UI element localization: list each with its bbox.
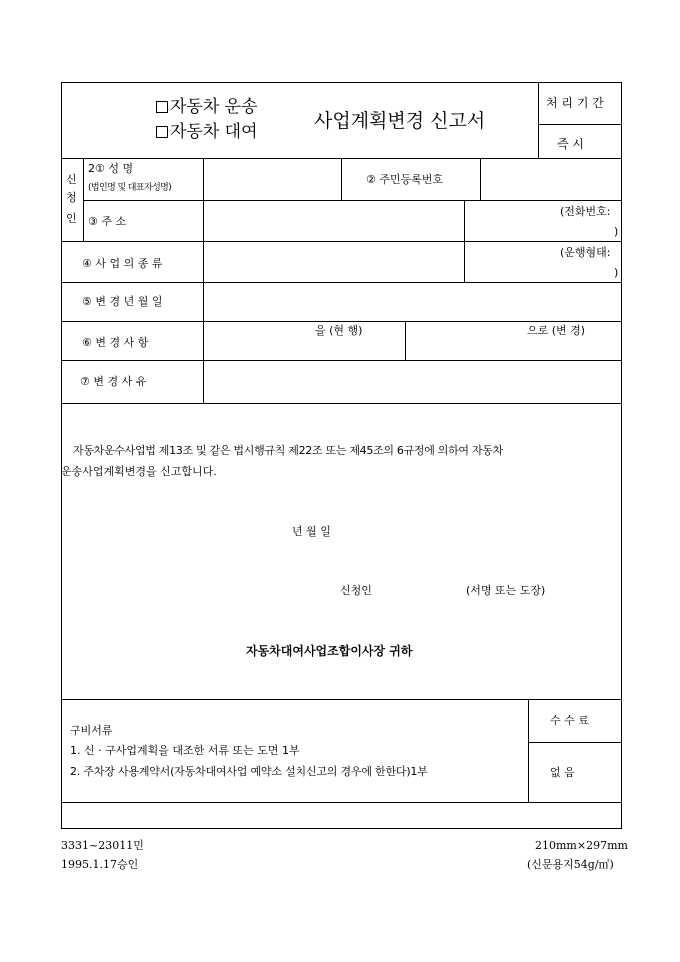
required-documents-title: 구비서류 (70, 724, 113, 737)
change-reason-input[interactable] (205, 362, 620, 401)
change-reason-label: ⑦ 변 경 사 유 (80, 375, 147, 388)
form-title: 사업계획변경 신고서 (314, 110, 486, 132)
approval-date: 1995.1.17승인 (61, 858, 139, 871)
operation-type-label: (운행형태: (560, 246, 611, 259)
paper-type: (신문용지54g/㎡) (527, 858, 614, 871)
fee-label: 수 수 료 (550, 714, 589, 727)
applicant-sign-label: 신청인 (340, 584, 372, 597)
operation-type-input[interactable] (466, 243, 558, 280)
operation-type-close: ) (614, 266, 619, 279)
option-rental-label: 자동차 대여 (170, 122, 258, 142)
processing-period-value: 즉 시 (557, 137, 584, 151)
resident-id-input[interactable] (482, 160, 620, 198)
sign-or-stamp-label: (서명 또는 도장) (466, 584, 546, 597)
applicant-group-label: 신 (66, 173, 77, 186)
address-input[interactable] (205, 202, 462, 239)
option-transport-label: 자동차 운송 (170, 97, 258, 117)
name-sub-label: (법인명 및 대표자성명) (88, 183, 172, 193)
phone-close: ) (614, 225, 619, 238)
fee-value: 없 음 (550, 766, 575, 779)
change-items-label: ⑥ 변 경 사 항 (82, 336, 149, 349)
declaration-line-1: 자동차운수사업법 제13조 및 같은 법시행규칙 제22조 또는 제45조의 6규정에 의하여 자동차 (73, 444, 503, 457)
form-number: 3331~23011민 (61, 839, 144, 852)
address-label: ③ 주 소 (88, 215, 127, 228)
addressee: 자동차대여사업조합이사장 귀하 (246, 644, 413, 658)
change-date-label: ⑤ 변 경 년 월 일 (82, 295, 163, 308)
changed-input[interactable] (407, 338, 620, 358)
processing-period-label: 처 리 기 간 (546, 96, 604, 110)
paper-size: 210mm×297mm (535, 839, 628, 852)
name-input[interactable] (205, 160, 339, 198)
applicant-group-label: 인 (66, 212, 77, 225)
checkbox-rental[interactable] (156, 124, 258, 141)
applicant-group-label: 청 (66, 191, 77, 204)
declaration-line-2: 운송사업계획변경을 신고합니다. (61, 465, 217, 478)
name-label: 2① 성 명 (88, 162, 134, 175)
checkbox-transport[interactable] (156, 99, 258, 116)
resident-id-label: ② 주민등록번호 (366, 173, 444, 186)
current-label: 을 (현 행) (315, 324, 363, 337)
required-document-2: 2. 주차장 사용계약서(자동차대여사업 예약소 설치신고의 경우에 한한다)1부 (70, 765, 428, 778)
changed-label: 으로 (변 경) (527, 324, 586, 337)
required-document-1: 1. 신 · 구사업계획을 대조한 서류 또는 도면 1부 (70, 744, 300, 757)
declaration-date: 년 월 일 (292, 525, 331, 538)
business-type-label: ④ 사 업 의 종 류 (82, 257, 163, 270)
change-date-input[interactable] (205, 284, 620, 319)
phone-input[interactable] (466, 202, 558, 239)
business-type-input[interactable] (205, 243, 462, 280)
current-input[interactable] (205, 338, 403, 358)
phone-label: (전화번호: (560, 205, 611, 218)
